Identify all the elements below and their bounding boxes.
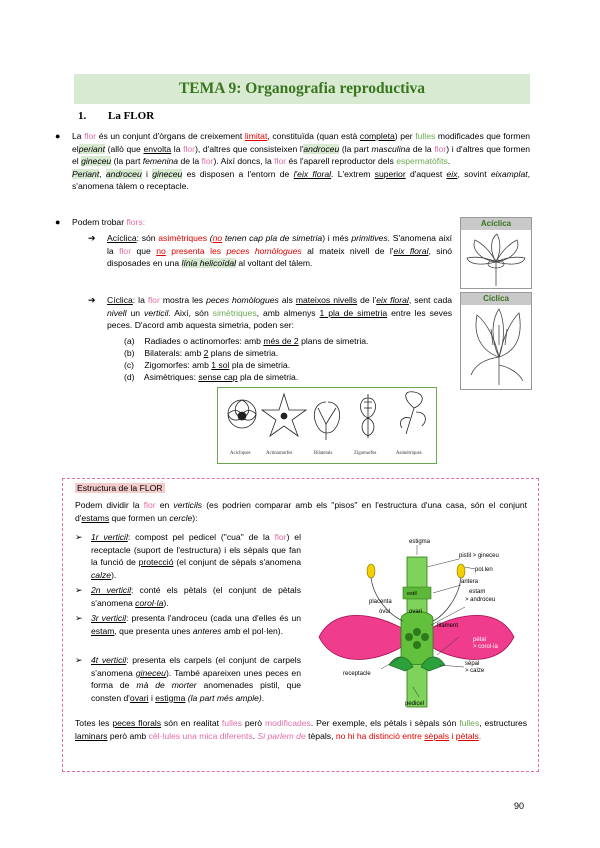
arrow-bullet: ➔: [88, 295, 96, 305]
bullet-dot: ●: [55, 217, 61, 227]
list-item: (d) Asimètriques: sense cap pla de simetria.: [124, 372, 299, 382]
box-intro: Podem dividir la flor en verticils (es podrien comparar amb els "pisos" en l'estructura d'una casa, són el conjunt d'estams que formen un cercle):: [75, 500, 528, 523]
aciclica-caption: Acíclica: [461, 218, 531, 230]
ciclica-description: Cíclica: la flor mostra les peces homòlogues als mateixos nivells de l'eix floral, sent cada nivell un verticil. Així, són simètriques, amb almenys 1 pla de simetria entre les seves peces. D'acord amb aquesta simetria, poden ser:: [107, 295, 453, 331]
paragraph-flor-definition: La flor és un conjunt d'òrgans de creixement limitat, constituïda (quan està completa) per fulles modificades que formen elperiant (allò que envolta la flor), d'altres que consisteixen l'androceu (la part masculina de la flor) i d'altres que formen el gineceu (la part femenina de la flor). Així doncs, la flor és l'aparell reproductor dels espermatòfits. Periant, androceu i gineceu es disposen a l'entorn de l'eix floral. L'extrem superior d'aquest eix, sovint eixamplat, s'anomena tàlem o receptacle.: [72, 131, 531, 192]
box-title: Estructura de la FLOR: [77, 483, 163, 493]
section-heading: [78, 110, 154, 122]
ciclica-illustration: [460, 292, 532, 390]
verticil-bullet: ➢: [75, 655, 83, 665]
bullet-dot: ●: [55, 131, 61, 141]
label-pistil: pistil > gineceu: [459, 553, 499, 559]
label-pollen: pol.len: [475, 567, 493, 573]
list-item: (c) Zigomorfes: amb 1 sol pla de simetria.: [124, 360, 291, 370]
page-title: TEMA 9: Organografia reproductiva: [74, 74, 530, 104]
section-label: La FLOR: [108, 110, 155, 122]
aciclica-illustration: [460, 217, 532, 289]
strip-label: Zigomorfes: [354, 451, 377, 456]
label-sepal: sèpal: [465, 661, 480, 667]
strip-label: Asimètriques: [396, 451, 422, 456]
label-estil: estil: [407, 591, 417, 597]
verticil-bullet: ➢: [75, 585, 83, 595]
flower-types-icon: [218, 388, 436, 448]
label-estam: estam: [469, 589, 486, 595]
list-item: (a) Radiades o actinomorfes: amb més de 2 plans de simetria.: [124, 336, 369, 346]
ciclica-flower-icon: [461, 305, 531, 387]
strip-label: Bilaterals: [314, 451, 333, 456]
verticil-2: 2n verticil: conté els pètals (el conjunt de pètals s'anomena corol·la).: [91, 585, 302, 608]
strip-label: Actinomorfes: [266, 451, 293, 456]
paragraph-podem-trobar: Podem trobar flors:: [72, 217, 146, 227]
label-calze: > calze: [465, 668, 485, 674]
list-item: (b) Bilaterals: amb 2 plans de simetria.: [124, 348, 279, 358]
label-pedicel: pedicel: [405, 701, 425, 707]
ciclica-caption: Cíclica: [461, 293, 531, 305]
label-filament: filament: [437, 623, 459, 629]
verticil-bullet: ➢: [75, 532, 83, 542]
aciclica-flower-icon: [461, 230, 531, 288]
symmetry-types-illustration: [217, 387, 437, 464]
label-ovari: ovari: [409, 609, 423, 615]
strip-label: Acícliques: [230, 451, 251, 456]
verticil-3: 3r verticil: presenta l'androceu (cada una d'elles és un estam, que presenta unes anteres amb el pol·len).: [91, 613, 301, 636]
label-placenta: placenta: [369, 599, 392, 605]
label-antera: antera: [461, 579, 479, 585]
label-corolla: > corol·la: [473, 644, 498, 650]
verticil-4: 4t verticil: presenta els carpels (el conjunt de carpels s'anomena gineceu). També apareixen unes peces en forma de mà de morter anomenades pistil, que consten d'ovari i estigma (la part més ample).: [91, 655, 301, 703]
label-estigma: estigma: [409, 539, 431, 545]
page-number: 90: [514, 801, 525, 811]
label-petal: pètal: [473, 637, 487, 643]
label-receptacle: receptacle: [343, 671, 371, 677]
verticil-bullet: ➢: [75, 613, 83, 623]
estructura-flor-box: [62, 478, 539, 772]
flower-structure-diagram: [309, 537, 529, 717]
arrow-bullet: ➔: [88, 233, 96, 243]
verticil-1: 1r verticil: compost pel pedicel ("cua" de la flor) el receptacle (suport de l'estructura) i els sèpals que fan la funció de protecció (el conjunt de sèpals s'anomena calze).: [91, 532, 301, 580]
label-ovul: òvul: [379, 609, 391, 615]
box-outro: Totes les peces florals són en realitat fulles però modificades. Per exemple, els pètals i sèpals són fulles, estructures laminars però amb cèl·lules una mica diferents. Si parlem de tèpals, no hi ha distinció entre sèpals i pètals.: [75, 718, 528, 741]
symmetry-list: [124, 335, 368, 383]
aciclica-description: Acíclica: són asimètriques (no tenen cap pla de simetria) i més primitives. S'anomena així la flor que no presenta les peces homòlogues al mateix nivell de l'eix floral, sinó disposades en una línia helicoïdal al voltant del tàlem.: [107, 233, 453, 269]
section-number: 1.: [78, 110, 87, 122]
label-androceu: > androceu: [465, 597, 496, 603]
